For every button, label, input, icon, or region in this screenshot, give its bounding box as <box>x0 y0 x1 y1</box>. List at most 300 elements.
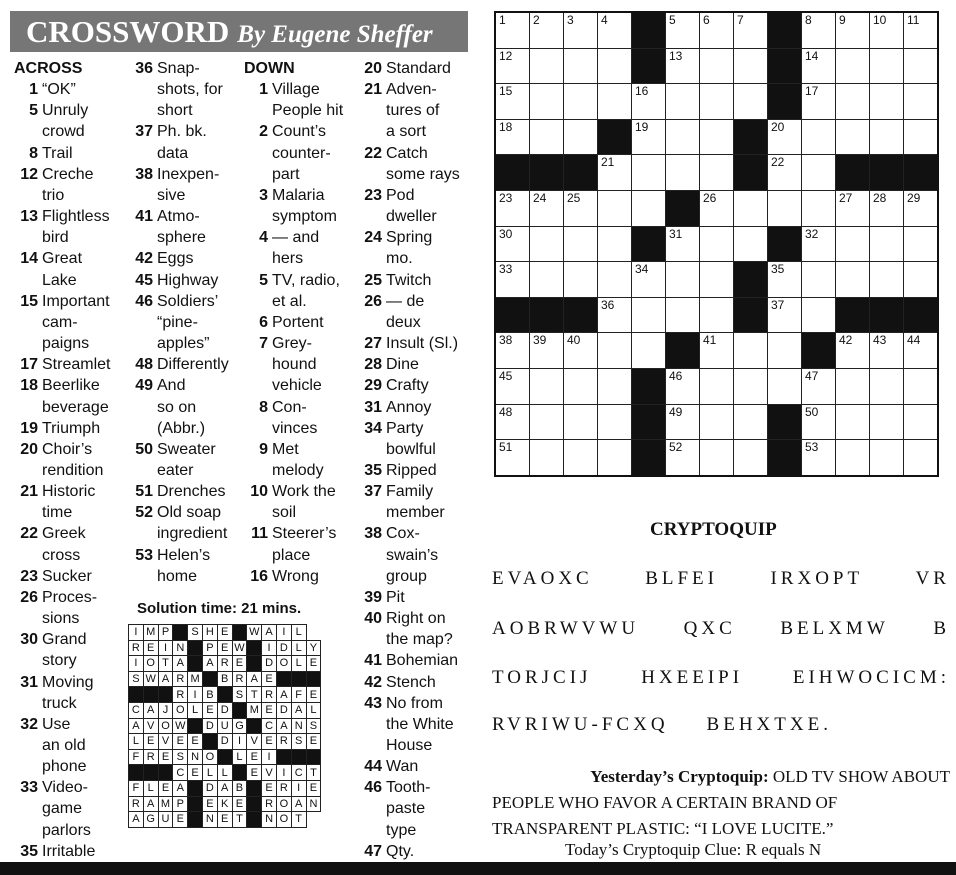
grid-cell[interactable] <box>598 190 632 226</box>
solution-letter: K <box>217 796 232 812</box>
grid-cell[interactable] <box>564 190 598 226</box>
black-square <box>768 84 802 120</box>
solution-letter: E <box>232 656 247 672</box>
cell-number: 39 <box>533 333 547 348</box>
clue-number: 20 <box>20 440 38 458</box>
grid-cell[interactable] <box>802 368 836 404</box>
solution-letter: P <box>173 796 188 812</box>
solution-black-cell <box>188 640 203 656</box>
grid-cell[interactable] <box>564 262 598 298</box>
grid-cell[interactable] <box>904 12 939 48</box>
grid-cell[interactable] <box>870 48 904 84</box>
solution-letter: E <box>173 812 188 828</box>
grid-cell[interactable] <box>632 119 666 155</box>
grid-cell[interactable] <box>836 440 870 476</box>
clue <box>14 418 126 439</box>
grid-cell[interactable] <box>870 190 904 226</box>
grid-cell[interactable] <box>530 119 564 155</box>
solution-letter: W <box>247 625 262 641</box>
grid-cell[interactable] <box>734 368 768 404</box>
grid-cell[interactable] <box>564 333 598 369</box>
clue-number: 22 <box>20 525 38 543</box>
grid-cell[interactable] <box>530 190 564 226</box>
grid-row <box>495 368 938 404</box>
solution-black-cell <box>188 718 203 734</box>
solution-black-cell <box>247 656 262 672</box>
grid-cell[interactable] <box>666 368 700 404</box>
cell-number: 53 <box>805 440 819 455</box>
across-clues-column-2 <box>129 58 241 587</box>
solution-letter: A <box>143 796 158 812</box>
cell-number: 17 <box>805 84 819 99</box>
clue-number: 8 <box>259 398 268 416</box>
grid-cell[interactable] <box>598 440 632 476</box>
clue <box>129 502 241 544</box>
solution-letter: A <box>291 796 306 812</box>
clue-number: 18 <box>20 377 38 395</box>
grid-cell[interactable] <box>530 84 564 120</box>
clue-text: Malaria symptom <box>272 186 337 226</box>
clue <box>244 481 356 523</box>
grid-cell[interactable] <box>666 404 700 440</box>
grid-cell[interactable] <box>836 12 870 48</box>
grid-cell[interactable] <box>495 262 530 298</box>
clue-text: Historic time <box>42 483 96 522</box>
black-square <box>632 226 666 262</box>
clue <box>358 481 470 523</box>
grid-cell[interactable] <box>530 262 564 298</box>
clue-text: Drenches <box>157 483 226 501</box>
black-square <box>734 155 768 191</box>
solution-letter: O <box>276 656 291 672</box>
clue-number: 33 <box>20 779 38 797</box>
solution-letter: E <box>188 765 203 781</box>
grid-cell[interactable] <box>802 440 836 476</box>
clue-text: Important cam- paigns <box>42 292 110 353</box>
solution-letter: E <box>202 702 217 718</box>
clue-number: 14 <box>20 250 38 268</box>
solution-letter: E <box>247 765 262 781</box>
black-square <box>598 119 632 155</box>
grid-cell[interactable] <box>734 404 768 440</box>
grid-cell[interactable] <box>802 297 836 333</box>
cryptoquip-line <box>492 667 950 689</box>
cryptoquip-word: TORJCIJ <box>492 667 592 688</box>
grid-cell[interactable] <box>870 368 904 404</box>
clue-text: Spring mo. <box>386 229 433 268</box>
black-square <box>870 155 904 191</box>
clue-text: Right on the map? <box>386 610 453 649</box>
grid-cell[interactable] <box>802 119 836 155</box>
grid-cell[interactable] <box>734 48 768 84</box>
grid-cell[interactable] <box>734 190 768 226</box>
grid-cell[interactable] <box>632 262 666 298</box>
solution-letter: N <box>291 718 306 734</box>
grid-cell[interactable] <box>870 440 904 476</box>
grid-cell[interactable] <box>700 190 734 226</box>
grid-cell[interactable] <box>700 440 734 476</box>
grid-cell[interactable] <box>904 48 939 84</box>
grid-cell[interactable] <box>530 48 564 84</box>
clue-text: Grey- hound vehicle <box>272 335 322 395</box>
grid-cell[interactable] <box>700 404 734 440</box>
grid-cell[interactable] <box>666 119 700 155</box>
clue-number: 23 <box>20 567 38 585</box>
clue-number: 5 <box>29 102 38 120</box>
solution-letter: I <box>262 640 277 656</box>
solution-black-cell <box>143 687 158 703</box>
cryptoquip-line <box>492 618 950 640</box>
clue-number: 31 <box>20 673 38 691</box>
clue-number: 24 <box>364 229 382 247</box>
grid-cell[interactable] <box>700 48 734 84</box>
cryptoquip-word: BELXMW <box>780 618 889 639</box>
grid-cell[interactable] <box>495 190 530 226</box>
grid-cell[interactable] <box>632 84 666 120</box>
solution-black-cell <box>188 780 203 796</box>
solution-row <box>129 671 321 687</box>
grid-cell[interactable] <box>700 297 734 333</box>
grid-cell[interactable] <box>768 262 802 298</box>
grid-cell[interactable] <box>904 333 939 369</box>
grid-cell[interactable] <box>598 226 632 262</box>
grid-cell[interactable] <box>598 297 632 333</box>
black-square <box>666 190 700 226</box>
grid-cell[interactable] <box>598 262 632 298</box>
grid-cell[interactable] <box>904 84 939 120</box>
solution-letter: E <box>217 625 232 641</box>
clue-number: 35 <box>20 842 38 860</box>
grid-cell[interactable] <box>632 333 666 369</box>
clue <box>129 121 241 163</box>
grid-cell[interactable] <box>700 262 734 298</box>
clue-number: 35 <box>364 461 382 479</box>
solution-black-cell <box>202 734 217 750</box>
grid-cell[interactable] <box>564 119 598 155</box>
clue-text: Atmo- sphere <box>157 208 206 247</box>
solution-letter: R <box>232 671 247 687</box>
grid-cell[interactable] <box>495 48 530 84</box>
clue-text: — and hers <box>272 229 320 268</box>
solution-black-cell <box>306 671 321 687</box>
grid-cell[interactable] <box>802 262 836 298</box>
grid-cell[interactable] <box>700 119 734 155</box>
cell-number: 52 <box>669 440 683 455</box>
grid-cell[interactable] <box>666 12 700 48</box>
grid-cell[interactable] <box>836 333 870 369</box>
clue-text: Con- vinces <box>272 398 318 437</box>
clue-number: 25 <box>364 271 382 289</box>
grid-cell[interactable] <box>768 155 802 191</box>
grid-cell[interactable] <box>768 297 802 333</box>
grid-cell[interactable] <box>632 190 666 226</box>
solution-letter: A <box>247 671 262 687</box>
grid-cell[interactable] <box>564 226 598 262</box>
solution-letter: R <box>276 780 291 796</box>
grid-cell[interactable] <box>700 368 734 404</box>
grid-cell[interactable] <box>802 226 836 262</box>
solution-black-cell <box>247 640 262 656</box>
solution-letter: V <box>262 765 277 781</box>
grid-cell[interactable] <box>802 155 836 191</box>
grid-cell[interactable] <box>904 440 939 476</box>
solution-letter: R <box>143 749 158 765</box>
solution-letter: M <box>143 625 158 641</box>
solution-black-cell <box>188 656 203 672</box>
black-square <box>632 404 666 440</box>
solution-letter: D <box>217 702 232 718</box>
grid-cell[interactable] <box>495 333 530 369</box>
solution-empty-cell <box>306 625 321 641</box>
grid-cell[interactable] <box>530 440 564 476</box>
clue <box>14 354 126 375</box>
solution-letter: Y <box>306 640 321 656</box>
solution-letter: H <box>202 625 217 641</box>
grid-cell[interactable] <box>700 333 734 369</box>
solution-letter: A <box>173 780 188 796</box>
solution-letter: A <box>143 702 158 718</box>
grid-cell[interactable] <box>870 333 904 369</box>
grid-cell[interactable] <box>530 226 564 262</box>
clue <box>358 185 470 227</box>
grid-cell[interactable] <box>666 440 700 476</box>
cell-number: 32 <box>805 226 819 241</box>
grid-cell[interactable] <box>666 48 700 84</box>
clue-number: 42 <box>135 250 153 268</box>
clue-number: 53 <box>135 546 153 564</box>
clue <box>358 143 470 185</box>
grid-row <box>495 12 938 48</box>
grid-cell[interactable] <box>870 119 904 155</box>
grid-cell[interactable] <box>530 333 564 369</box>
grid-cell[interactable] <box>768 333 802 369</box>
solution-row <box>129 687 321 703</box>
grid-cell[interactable] <box>768 119 802 155</box>
cell-number: 44 <box>907 333 921 348</box>
black-square <box>495 155 530 191</box>
black-square <box>632 48 666 84</box>
solution-letter: N <box>306 796 321 812</box>
grid-cell[interactable] <box>495 12 530 48</box>
solution-letter: G <box>232 718 247 734</box>
grid-cell[interactable] <box>870 84 904 120</box>
cell-number: 43 <box>873 333 887 348</box>
grid-cell[interactable] <box>802 12 836 48</box>
cell-number: 34 <box>635 262 649 277</box>
grid-cell[interactable] <box>734 440 768 476</box>
clue <box>129 439 241 481</box>
cryptoquip-word: HXEEIPI <box>641 667 744 688</box>
cell-number: 23 <box>499 190 513 205</box>
crossword-title: CROSSWORD <box>26 14 230 49</box>
grid-cell[interactable] <box>495 119 530 155</box>
clue-text: Eggs <box>157 250 194 268</box>
clue-text: Proces- sions <box>42 588 98 628</box>
solution-letter: L <box>129 734 144 750</box>
grid-cell[interactable] <box>598 84 632 120</box>
solution-black-cell <box>188 796 203 812</box>
grid-cell[interactable] <box>904 119 939 155</box>
grid-cell[interactable] <box>836 226 870 262</box>
clue-text: Great Lake <box>42 250 83 289</box>
clue-number: 52 <box>135 504 153 522</box>
cryptoquip-word: IRXOPT <box>770 568 864 589</box>
clue-number: 20 <box>364 60 382 77</box>
grid-cell[interactable] <box>836 190 870 226</box>
cell-number: 14 <box>805 48 819 63</box>
solution-black-cell <box>129 765 144 781</box>
solution-time-label: Solution time: 21 mins. <box>137 600 302 617</box>
grid-row <box>495 48 938 84</box>
grid-cell[interactable] <box>598 368 632 404</box>
grid-cell[interactable] <box>598 404 632 440</box>
grid-cell[interactable] <box>495 226 530 262</box>
grid-cell[interactable] <box>802 190 836 226</box>
grid-cell[interactable] <box>904 226 939 262</box>
solution-letter: W <box>232 640 247 656</box>
cell-number: 15 <box>499 84 513 99</box>
grid-cell[interactable] <box>904 262 939 298</box>
black-square <box>666 333 700 369</box>
grid-cell[interactable] <box>530 12 564 48</box>
clue-number: 44 <box>364 758 382 776</box>
grid-cell[interactable] <box>495 84 530 120</box>
grid-cell[interactable] <box>564 440 598 476</box>
grid-cell[interactable] <box>734 333 768 369</box>
grid-cell[interactable] <box>495 368 530 404</box>
grid-cell[interactable] <box>904 368 939 404</box>
solution-letter: V <box>158 734 173 750</box>
grid-cell[interactable] <box>768 368 802 404</box>
clue-number: 46 <box>135 292 153 310</box>
grid-cell[interactable] <box>734 84 768 120</box>
clue <box>358 777 470 840</box>
clue-text: Stench <box>386 673 436 691</box>
solution-letter: C <box>291 765 306 781</box>
bottom-border <box>0 862 956 875</box>
grid-cell[interactable] <box>564 48 598 84</box>
clue-number: 43 <box>364 694 382 712</box>
grid-cell[interactable] <box>666 155 700 191</box>
grid-cell[interactable] <box>598 333 632 369</box>
solution-row <box>129 640 321 656</box>
black-square <box>836 155 870 191</box>
grid-cell[interactable] <box>870 262 904 298</box>
grid-cell[interactable] <box>666 226 700 262</box>
grid-cell[interactable] <box>666 84 700 120</box>
grid-cell[interactable] <box>836 368 870 404</box>
grid-cell[interactable] <box>802 84 836 120</box>
clue-text: Greek cross <box>42 525 86 564</box>
grid-cell[interactable] <box>495 404 530 440</box>
solution-letter: E <box>262 671 277 687</box>
cell-number: 19 <box>635 119 649 134</box>
clue-text: Snap- shots, for short <box>157 60 223 120</box>
solution-letter: A <box>291 702 306 718</box>
grid-cell[interactable] <box>870 404 904 440</box>
clue-text: Inexpen- sive <box>157 165 220 204</box>
cell-number: 24 <box>533 190 547 205</box>
solution-letter: O <box>158 718 173 734</box>
clue <box>358 523 470 586</box>
grid-cell[interactable] <box>836 48 870 84</box>
clue-number: 28 <box>364 356 382 374</box>
grid-cell[interactable] <box>495 440 530 476</box>
grid-cell[interactable] <box>700 155 734 191</box>
clue-number: 37 <box>364 483 382 501</box>
black-square <box>768 12 802 48</box>
down-clues-column-2 <box>358 58 470 862</box>
grid-cell[interactable] <box>904 404 939 440</box>
clue-text: No from the White House <box>386 694 454 754</box>
grid-cell[interactable] <box>734 226 768 262</box>
grid-cell[interactable] <box>836 404 870 440</box>
black-square <box>904 155 939 191</box>
clue <box>358 587 470 608</box>
grid-row <box>495 297 938 333</box>
grid-cell[interactable] <box>768 190 802 226</box>
solution-letter: T <box>306 765 321 781</box>
grid-cell[interactable] <box>836 84 870 120</box>
grid-cell[interactable] <box>598 48 632 84</box>
grid-cell[interactable] <box>530 404 564 440</box>
clue <box>14 439 126 481</box>
solution-letter: E <box>217 812 232 828</box>
grid-cell[interactable] <box>564 368 598 404</box>
grid-cell[interactable] <box>598 155 632 191</box>
clue <box>129 545 241 587</box>
black-square <box>870 297 904 333</box>
cryptoquip-word: VR <box>915 568 950 589</box>
solution-letter: U <box>158 812 173 828</box>
grid-cell[interactable] <box>802 404 836 440</box>
grid-cell[interactable] <box>564 84 598 120</box>
cell-number: 2 <box>533 13 540 27</box>
grid-cell[interactable] <box>530 368 564 404</box>
cell-number: 35 <box>771 262 785 277</box>
grid-cell[interactable] <box>632 297 666 333</box>
grid-cell[interactable] <box>870 12 904 48</box>
solution-black-cell <box>129 687 144 703</box>
grid-cell[interactable] <box>632 155 666 191</box>
grid-cell[interactable] <box>836 119 870 155</box>
clue-number: 46 <box>364 779 382 797</box>
clue-number: 5 <box>259 271 268 289</box>
grid-cell[interactable] <box>904 190 939 226</box>
clue <box>244 566 356 587</box>
grid-cell[interactable] <box>836 262 870 298</box>
grid-cell[interactable] <box>802 48 836 84</box>
cryptoquip-word: QXC <box>683 618 736 639</box>
clue <box>358 333 470 354</box>
clue <box>14 566 126 587</box>
grid-cell[interactable] <box>870 226 904 262</box>
grid-cell[interactable] <box>700 226 734 262</box>
solution-letter: I <box>276 625 291 641</box>
grid-cell[interactable] <box>700 84 734 120</box>
solution-letter: S <box>306 718 321 734</box>
grid-cell[interactable] <box>564 404 598 440</box>
grid-cell[interactable] <box>734 12 768 48</box>
solution-letter: L <box>143 780 158 796</box>
solution-letter: E <box>143 640 158 656</box>
grid-cell[interactable] <box>598 12 632 48</box>
grid-cell[interactable] <box>564 12 598 48</box>
grid-cell[interactable] <box>666 262 700 298</box>
grid-cell[interactable] <box>700 12 734 48</box>
grid-cell[interactable] <box>666 297 700 333</box>
black-square <box>768 48 802 84</box>
